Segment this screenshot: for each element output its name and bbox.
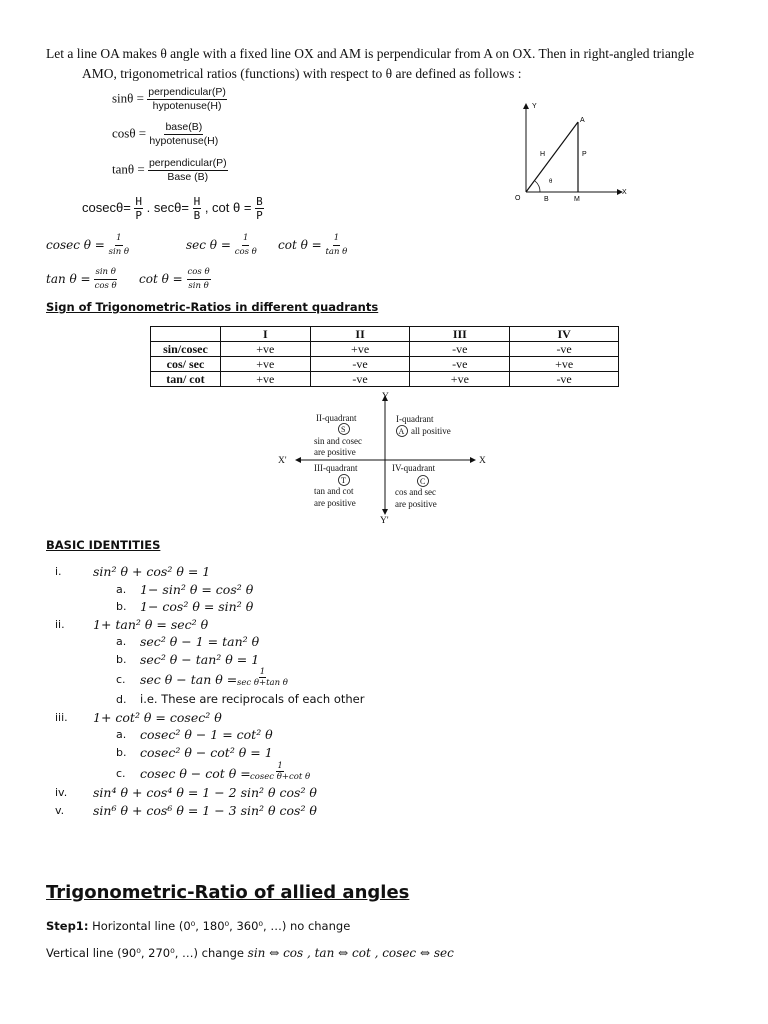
step1-line xyxy=(46,919,350,933)
identity-equation: 1+ cot² θ = cosec² θ xyxy=(93,710,222,725)
table-header-cell: IV xyxy=(510,327,619,342)
sin-lhs: sinθ = xyxy=(112,90,144,106)
identity-letter: b. xyxy=(116,600,127,613)
table-cell: -ve xyxy=(310,357,410,372)
tan-quot-den: cos θ xyxy=(94,281,117,291)
cosec-recip-fraction xyxy=(109,232,129,259)
tan-quot-fraction xyxy=(94,266,116,293)
sin-definition xyxy=(112,86,227,113)
identity-letter: a. xyxy=(116,635,127,648)
cos-numerator: base(B) xyxy=(165,121,203,133)
cosec-lhs: cosecθ= xyxy=(82,199,131,215)
tan-quotient xyxy=(46,266,117,293)
identity-letter: c. xyxy=(116,767,126,780)
cot-recip-den: tan θ xyxy=(325,247,348,257)
tri-o-label: O xyxy=(515,195,521,202)
fraction-numerator: 1 xyxy=(259,667,266,677)
table-cell: +ve xyxy=(220,357,310,372)
identity-letter: b. xyxy=(116,653,127,666)
cot-quot-num: cos θ xyxy=(187,266,211,280)
sign-heading: Sign of Trigonometric-Ratios in different quadrants xyxy=(46,300,379,314)
q2-letter: S xyxy=(341,425,346,434)
q2-line-1: sin and cosec xyxy=(314,436,362,446)
tan-definition xyxy=(112,157,228,184)
identity-equation: sin⁶ θ + cos⁶ θ = 1 − 3 sin² θ cos² θ xyxy=(93,803,317,818)
identity-lhs: cosec θ − cot θ = xyxy=(140,766,251,781)
tri-m-label: M xyxy=(574,196,580,203)
identity-fraction xyxy=(250,761,310,783)
vertical-line-rule xyxy=(46,946,454,960)
identity-equation: sin⁴ θ + cos⁴ θ = 1 − 2 sin² θ cos² θ xyxy=(93,785,317,800)
identity-lhs: sec θ − tan θ = xyxy=(140,672,238,687)
q-y2-label: Y' xyxy=(380,516,389,526)
cosec-recip-num: 1 xyxy=(115,232,122,246)
tan-lhs: tanθ = xyxy=(112,161,145,177)
sec-reciprocal xyxy=(186,232,257,259)
identity-equation: cosec² θ − cot² θ = 1 xyxy=(140,745,273,760)
sin-numerator: perpendicular(P) xyxy=(148,86,226,98)
intro-line-2: AMO, trigonometrical ratios (functions) with respect to θ are defined as follows : xyxy=(82,66,522,81)
q4-title: IV-quadrant xyxy=(392,463,436,473)
quadrant-diagram xyxy=(270,390,500,526)
q2-title: II-quadrant xyxy=(316,413,357,423)
row-header-cell: tan/ cot xyxy=(151,372,221,387)
identity-note: i.e. These are reciprocals of each other xyxy=(140,692,365,706)
identity-equation: 1+ tan² θ = sec² θ xyxy=(93,617,209,632)
q-x-label: X xyxy=(479,456,486,466)
sign-table xyxy=(150,326,619,387)
tri-theta-label: θ xyxy=(549,179,553,185)
angle-arc xyxy=(535,181,540,192)
identity-letter: a. xyxy=(116,728,127,741)
table-header-cell xyxy=(151,327,221,342)
sec-denominator: B xyxy=(193,209,201,222)
tri-a-label: A xyxy=(580,117,585,124)
tri-b-label: B xyxy=(544,196,549,203)
table-cell: -ve xyxy=(310,372,410,387)
sec-recip-num: 1 xyxy=(242,232,249,246)
q-x2-label: X' xyxy=(278,456,287,466)
tan-fraction xyxy=(148,157,228,184)
cosec-denominator: P xyxy=(135,209,143,222)
q3-title: III-quadrant xyxy=(314,463,358,473)
table-cell: -ve xyxy=(510,342,619,357)
identity-number: ii. xyxy=(55,618,65,631)
cot-recip-fraction xyxy=(326,232,348,259)
cot-quot-lhs: cot θ = xyxy=(139,272,183,286)
right-triangle-diagram xyxy=(510,98,640,208)
cosec-recip-den: sin θ xyxy=(108,247,130,257)
sin-denominator: hypotenuse(H) xyxy=(152,100,222,112)
tri-y-label: Y xyxy=(532,103,537,110)
tri-p-label: P xyxy=(582,151,587,158)
tri-h-label: H xyxy=(540,151,546,158)
identity-letter: a. xyxy=(116,583,127,596)
q4-line-2: are positive xyxy=(395,499,437,509)
table-cell: -ve xyxy=(410,342,510,357)
cosec-recip-lhs: cosec θ = xyxy=(46,238,105,252)
identity-number: iii. xyxy=(55,711,68,724)
table-row xyxy=(151,357,619,372)
identity-ii-c xyxy=(0,666,768,692)
tan-numerator: perpendicular(P) xyxy=(148,157,227,169)
vertical-text: Vertical line (90⁰, 270⁰, …) change xyxy=(46,946,248,960)
intro-paragraph xyxy=(46,44,736,84)
sec-fraction xyxy=(193,195,202,222)
fraction-numerator: 1 xyxy=(277,761,283,771)
identity-number: i. xyxy=(55,565,62,578)
table-cell: +ve xyxy=(410,372,510,387)
q3-letter: T xyxy=(341,476,346,485)
cot-quot-fraction xyxy=(187,266,211,293)
step1-text: Horizontal line (0⁰, 180⁰, 360⁰, …) no change xyxy=(88,919,351,933)
cos-definition xyxy=(112,121,218,148)
table-cell: +ve xyxy=(220,342,310,357)
table-cell: +ve xyxy=(310,342,410,357)
identity-fraction xyxy=(237,667,288,689)
table-row xyxy=(151,342,619,357)
identity-equation: 1− cos² θ = sin² θ xyxy=(140,599,254,614)
table-row xyxy=(151,372,619,387)
cot-lhs: , cot θ = xyxy=(204,199,252,215)
cos-lhs: cosθ = xyxy=(112,125,147,141)
cosec-fraction xyxy=(134,195,143,222)
sin-fraction xyxy=(147,86,227,113)
identities-heading: BASIC IDENTITIES xyxy=(46,538,161,552)
sec-recip-den: cos θ xyxy=(234,247,257,257)
q4-letter: C xyxy=(420,477,426,486)
table-cell: -ve xyxy=(410,357,510,372)
step1-label: Step1: xyxy=(46,919,89,933)
table-header-cell: III xyxy=(410,327,510,342)
intro-line-1: Let a line OA makes θ angle with a fixed line OX and AM is perpendicular from A on OX. Then in right-angled triangle xyxy=(46,46,695,61)
cot-quotient xyxy=(139,266,211,293)
tan-quot-lhs: tan θ = xyxy=(46,272,91,286)
q1-line-1: all positive xyxy=(411,426,451,436)
sec-recip-lhs: sec θ = xyxy=(186,238,231,252)
cosec-numerator: H xyxy=(135,195,143,208)
identity-letter: d. xyxy=(116,693,127,706)
cot-recip-num: 1 xyxy=(333,232,340,246)
tri-x-label: X xyxy=(622,189,627,196)
table-cell: -ve xyxy=(510,372,619,387)
cot-fraction xyxy=(255,195,264,222)
q1-title: I-quadrant xyxy=(396,414,434,424)
identity-equation: cosec² θ − 1 = cot² θ xyxy=(140,727,273,742)
table-cell: +ve xyxy=(510,357,619,372)
q3-line-2: are positive xyxy=(314,498,356,508)
cot-denominator: P xyxy=(256,209,263,222)
q1-letter: A xyxy=(398,427,405,436)
identity-letter: c. xyxy=(116,673,126,686)
tan-denominator: Base (B) xyxy=(167,171,209,183)
cosec-reciprocal xyxy=(46,232,129,259)
cot-quot-den: sin θ xyxy=(188,281,209,291)
cosec-sec-cot-definitions xyxy=(82,195,264,222)
fraction-denominator: sec θ+tan θ xyxy=(237,678,288,688)
identity-equation: sec² θ − tan² θ = 1 xyxy=(140,652,260,667)
sec-lhs: . secθ= xyxy=(146,199,189,215)
identity-equation: sin² θ + cos² θ = 1 xyxy=(93,564,211,579)
cos-denominator: hypotenuse(H) xyxy=(149,135,219,147)
tan-quot-num: sin θ xyxy=(94,266,116,280)
q4-line-1: cos and sec xyxy=(395,487,436,497)
identity-number: v. xyxy=(55,804,65,817)
q3-line-1: tan and cot xyxy=(314,486,354,496)
allied-angles-heading: Trigonometric-Ratio of allied angles xyxy=(46,882,410,903)
identity-equation: sec² θ − 1 = tan² θ xyxy=(140,634,260,649)
cot-reciprocal xyxy=(278,232,347,259)
identity-number: iv. xyxy=(55,786,68,799)
table-header-cell: I xyxy=(220,327,310,342)
fraction-denominator: cosec θ+cot θ xyxy=(250,772,311,782)
row-header-cell: cos/ sec xyxy=(151,357,221,372)
cot-numerator: B xyxy=(256,195,263,208)
q2-line-2: are positive xyxy=(314,447,356,457)
vertical-math: sin ⇔ cos , tan ⇔ cot , cosec ⇔ sec xyxy=(247,946,454,960)
table-header-row xyxy=(151,327,619,342)
identity-iii-c xyxy=(0,759,768,785)
table-cell: +ve xyxy=(220,372,310,387)
identity-equation: 1− sin² θ = cos² θ xyxy=(140,582,254,597)
cot-recip-lhs: cot θ = xyxy=(278,238,322,252)
table-header-cell: II xyxy=(310,327,410,342)
sec-recip-fraction xyxy=(235,232,257,259)
sec-numerator: H xyxy=(193,195,201,208)
identity-letter: b. xyxy=(116,746,127,759)
cos-fraction xyxy=(149,121,218,148)
q-y-label: Y xyxy=(382,392,389,402)
row-header-cell: sin/cosec xyxy=(151,342,221,357)
